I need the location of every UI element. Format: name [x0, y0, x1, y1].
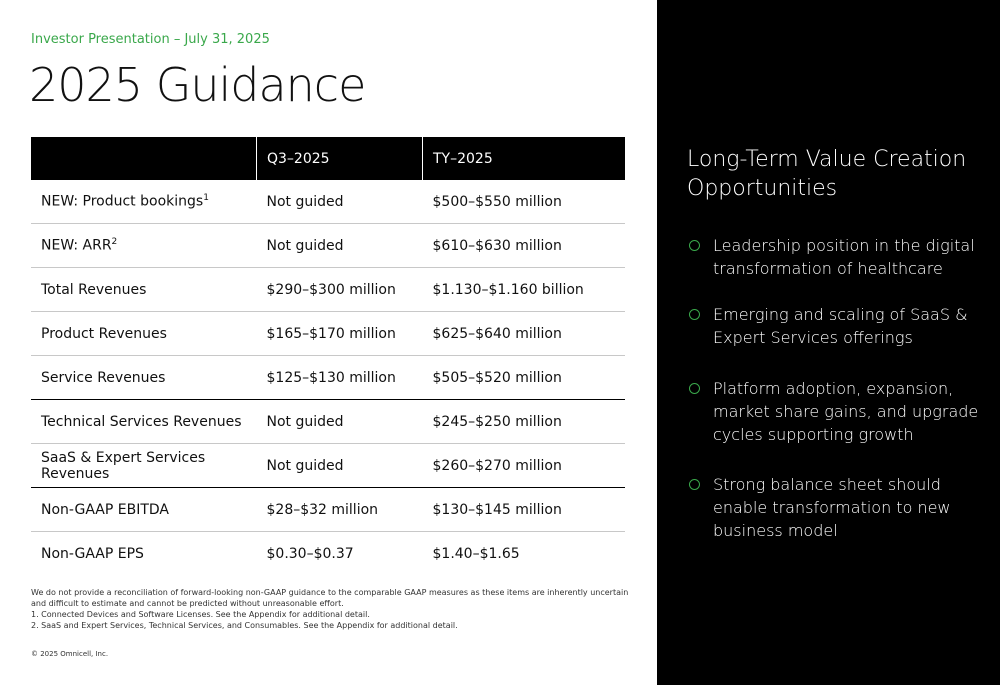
- table-row: [31, 356, 625, 400]
- ty-value: $1.40–$1.65: [432, 545, 520, 562]
- q3-value: $28–$32 million: [257, 488, 423, 532]
- presentation-subtitle: Investor Presentation – July 31, 2025: [31, 32, 270, 47]
- list-item: [687, 473, 987, 542]
- page-title: 2025 Guidance: [29, 58, 366, 112]
- bullet-text: Emerging and scaling of SaaS & Expert Services offerings: [713, 305, 968, 347]
- q3-value: Not guided: [257, 180, 423, 224]
- q3-value: Not guided: [257, 400, 423, 444]
- table-row: [31, 488, 625, 532]
- ty-value: $1.130–$1.160 billion: [423, 268, 626, 312]
- footnote-marker: 2: [111, 237, 118, 248]
- ty-value: $500–$550 million: [423, 180, 626, 224]
- table-row: [31, 400, 625, 444]
- q3-value: Not guided: [257, 444, 423, 488]
- q3-value: $0.30–$0.37: [266, 545, 354, 562]
- row-label: Non-GAAP EPS: [41, 545, 144, 562]
- circle-bullet-icon: [689, 479, 700, 490]
- table-row: [31, 444, 625, 488]
- q3-value: Not guided: [257, 224, 423, 268]
- bullet-text: Platform adoption, expansion, market share gains, and upgrade cycles supporting growth: [713, 379, 979, 444]
- row-label: Total Revenues: [31, 268, 257, 312]
- q3-value: $125–$130 million: [257, 356, 423, 400]
- row-label: SaaS & Expert Services Revenues: [31, 444, 257, 488]
- table-row: [31, 312, 625, 356]
- guidance-table: [31, 137, 625, 575]
- bullet-text: Leadership position in the digital transformation of healthcare: [713, 236, 975, 278]
- table-row: [31, 224, 625, 268]
- list-item: [687, 303, 987, 349]
- q3-value: $165–$170 million: [257, 312, 423, 356]
- row-label-text: NEW: Product bookings: [41, 193, 204, 210]
- table-header-row: [31, 137, 625, 180]
- column-header-q3: Q3–2025: [257, 137, 423, 180]
- list-item: [687, 234, 987, 280]
- column-header-metric: [31, 137, 257, 180]
- row-label: Product Revenues: [31, 312, 257, 356]
- circle-bullet-icon: [689, 383, 700, 394]
- value-creation-panel: [657, 0, 1000, 685]
- copyright-text: © 2025 Omnicell, Inc.: [31, 650, 109, 658]
- footnote-1: 1. Connected Devices and Software Licenses. See the Appendix for additional detail.: [31, 610, 370, 619]
- ty-value: $610–$630 million: [423, 224, 626, 268]
- footnote-2: 2. SaaS and Expert Services, Technical Services, and Consumables. See the Appendix for additional detail.: [31, 621, 458, 630]
- bullet-text: Strong balance sheet should enable transformation to new business model: [713, 475, 951, 540]
- table-row: [31, 268, 625, 312]
- row-label: [31, 180, 257, 224]
- ty-value: $260–$270 million: [423, 444, 626, 488]
- ty-value: $130–$145 million: [423, 488, 626, 532]
- list-item: [687, 377, 987, 446]
- disclaimer-text: We do not provide a reconciliation of forward-looking non-GAAP guidance to the comparable GAAP measures as these items are inherently uncertain and difficult to estimate and cannot be predicted without unreasonable effort.: [31, 588, 629, 608]
- circle-bullet-icon: [689, 309, 700, 320]
- row-label: Technical Services Revenues: [31, 400, 257, 444]
- row-label: Service Revenues: [31, 356, 257, 400]
- footnote-marker: 1: [203, 193, 209, 204]
- ty-value: $625–$640 million: [423, 312, 626, 356]
- row-label-text: NEW: ARR: [41, 237, 112, 254]
- ty-value: $505–$520 million: [423, 356, 626, 400]
- ty-value: $245–$250 million: [423, 400, 626, 444]
- row-label: [31, 224, 257, 268]
- circle-bullet-icon: [689, 240, 700, 251]
- table-row: [31, 532, 625, 576]
- column-header-ty: TY–2025: [423, 137, 626, 180]
- panel-title: Long-Term Value Creation Opportunities: [687, 147, 967, 201]
- q3-value: $290–$300 million: [257, 268, 423, 312]
- table-row: [31, 180, 625, 224]
- row-label: Non-GAAP EBITDA: [31, 488, 257, 532]
- footnotes: [31, 587, 631, 631]
